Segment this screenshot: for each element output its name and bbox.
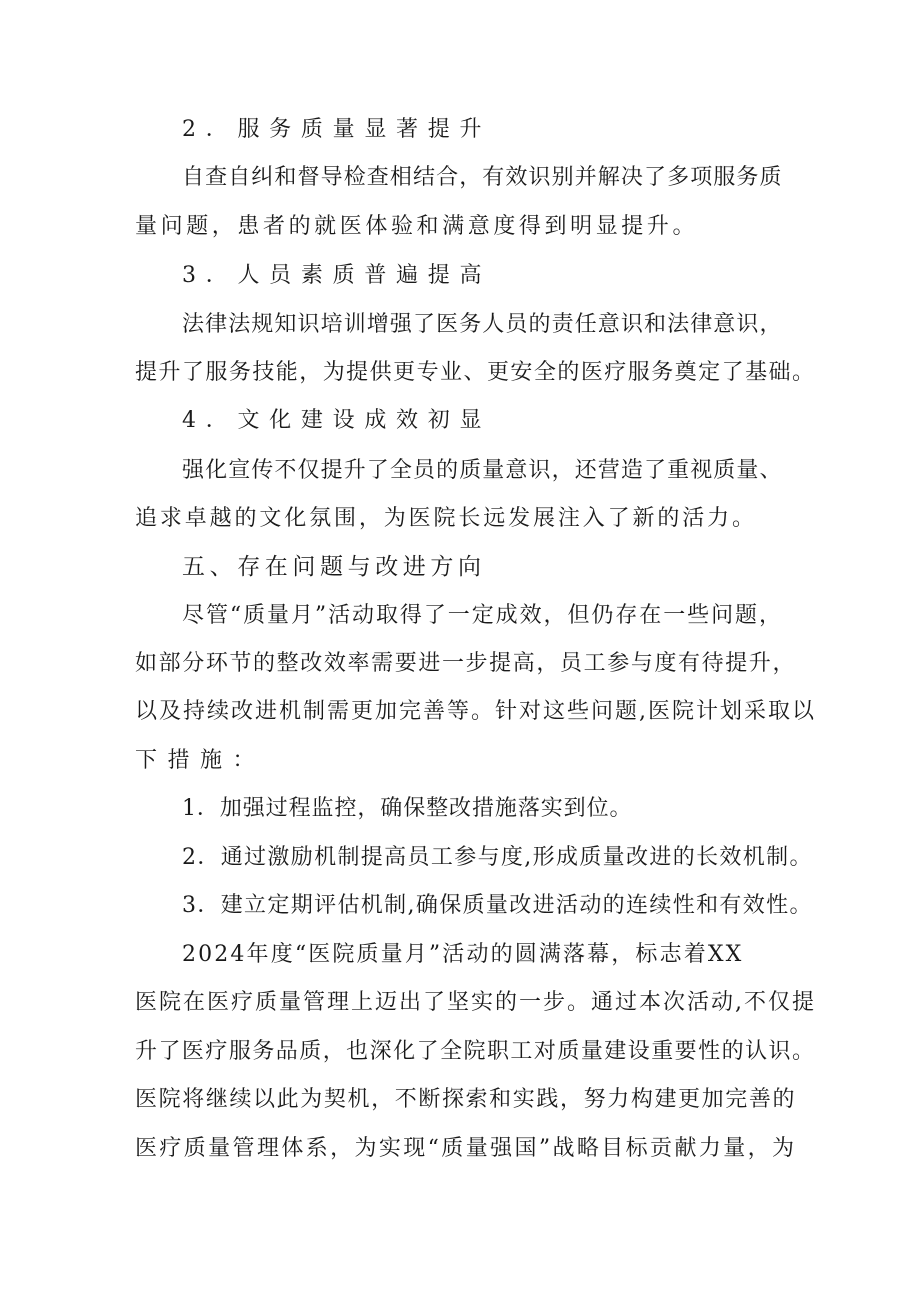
paragraph-line: 提升了服务技能，为提供更专业、更安全的医疗服务奠定了基础。 (135, 360, 816, 385)
measure-item-1: 1．加强过程监控，确保整改措施落实到位。 (182, 796, 633, 821)
paragraph-line: 法律法规知识培训增强了医务人员的责任意识和法律意识， (182, 312, 783, 337)
paragraph-line: 医院在医疗质量管理上迈出了坚实的一步。通过本次活动,不仅提 (135, 990, 816, 1015)
subheading-service-quality: 2．服务质量显著提升 (182, 117, 492, 142)
paragraph-line: 2024年度“医院质量月”活动的圆满落幕，标志着XX (182, 942, 744, 967)
subheading-staff-quality: 3．人员素质普遍提高 (182, 263, 492, 288)
measure-item-2: 2．通过激励机制提高员工参与度,形成质量改进的长效机制。 (182, 845, 813, 870)
measure-item-3: 3．建立定期评估机制,确保质量改进活动的连续性和有效性。 (182, 893, 813, 918)
section-heading-problems: 五、存在问题与改进方向 (182, 554, 486, 580)
subheading-culture-building: 4．文化建设成效初显 (182, 408, 492, 433)
paragraph-line: 以及持续改进机制需更加完善等。针对这些问题,医院计划采取以 (135, 699, 816, 724)
paragraph-line: 医疗质量管理体系，为实现“质量强国”战略目标贡献力量，为 (135, 1136, 797, 1161)
paragraph-line: 强化宣传不仅提升了全员的质量意识，还营造了重视质量、 (182, 458, 783, 483)
paragraph-line: 升了医疗服务品质，也深化了全院职工对质量建设重要性的认识。 (135, 1039, 816, 1064)
paragraph-line: 量问题，患者的就医体验和满意度得到明显提升。 (135, 214, 699, 239)
paragraph-line: 尽管“质量月”活动取得了一定成效，但仍存在一些问题， (182, 603, 783, 628)
paragraph-line: 下措施： (135, 748, 266, 773)
paragraph-line: 自查自纠和督导检查相结合，有效识别并解决了多项服务质 (182, 165, 783, 190)
paragraph-line: 医院将继续以此为契机，不断探索和实践，努力构建更加完善的 (135, 1087, 797, 1112)
paragraph-line: 如部分环节的整改效率需要进一步提高，员工参与度有待提升， (135, 651, 797, 676)
paragraph-line: 追求卓越的文化氛围，为医院长远发展注入了新的活力。 (135, 506, 757, 531)
